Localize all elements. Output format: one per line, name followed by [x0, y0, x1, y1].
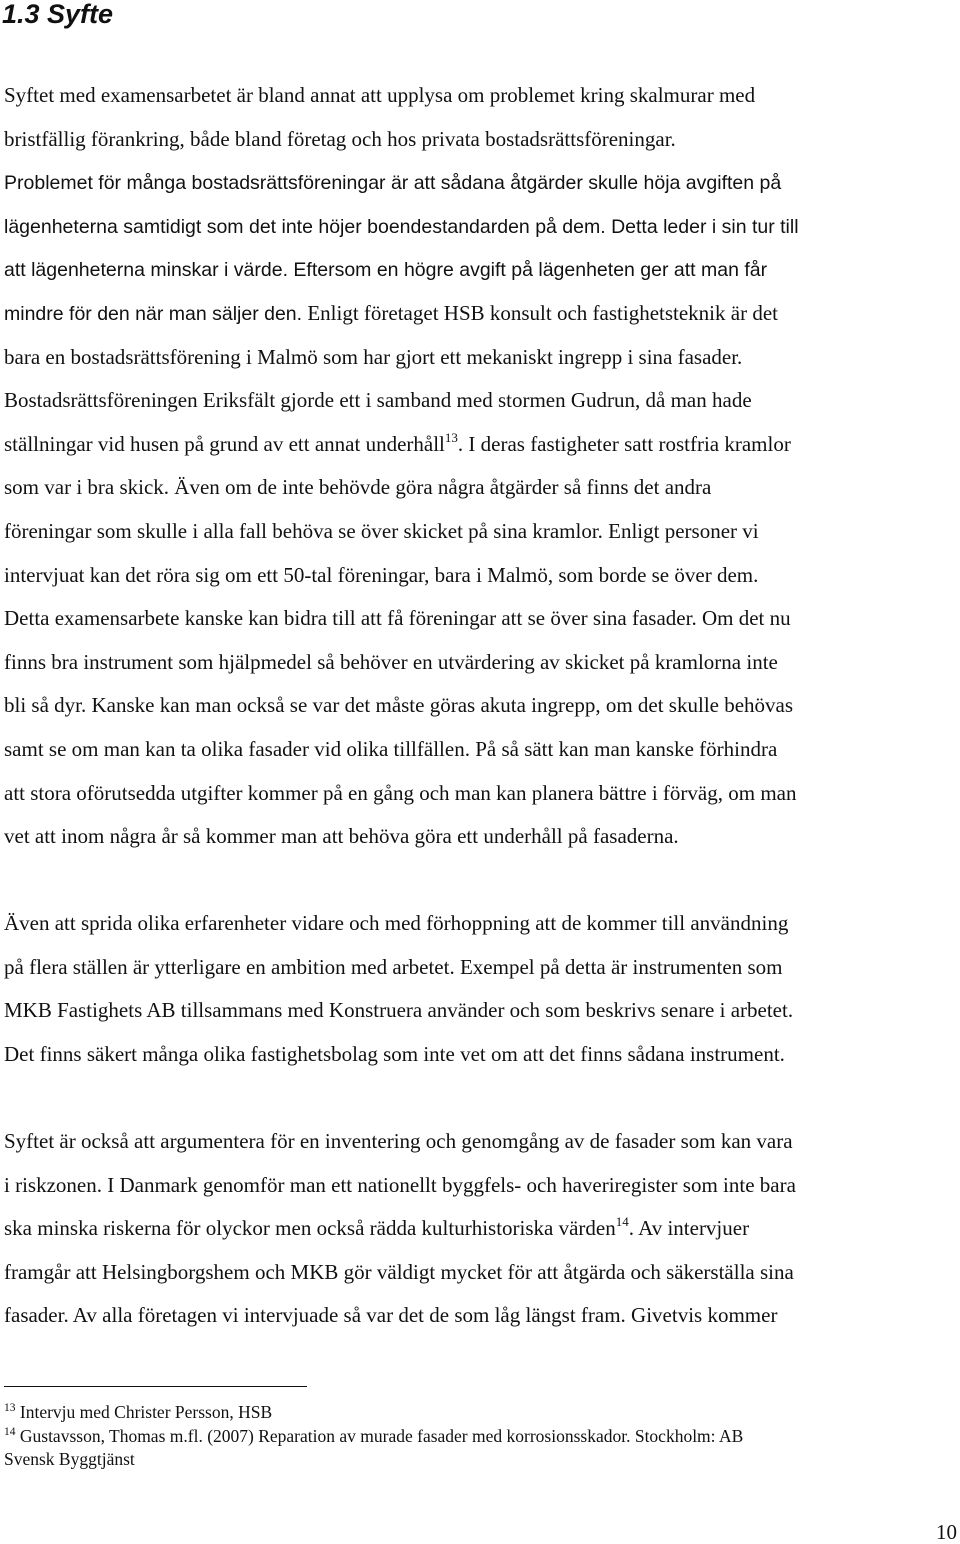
- text-line: [4, 902, 960, 946]
- text-line: [4, 161, 960, 205]
- text-run: Problemet för många bostadsrättsföreningar är att sådana åtgärder skulle höja avgiften på: [4, 172, 782, 195]
- text-run: fasader. Av alla företagen vi intervjuade så var det de som låg längst fram. Givetvis kommer: [4, 1303, 778, 1328]
- text-line: [4, 554, 960, 598]
- text-line: [4, 1294, 960, 1338]
- text-run: samt se om man kan ta olika fasader vid olika tillfällen. På så sätt kan man kanske förhindra: [4, 736, 778, 761]
- footnote-reference: 13: [444, 429, 458, 445]
- text-run: finns bra instrument som hjälpmedel så behöver en utvärdering av skicket på kramlorna inte: [4, 649, 778, 674]
- footnote-reference: 14: [4, 1425, 16, 1438]
- text-run: som var i bra skick. Även om de inte behövde göra några åtgärder så finns det andra: [4, 475, 712, 500]
- text-run: vet att inom några år så kommer man att behöva göra ett underhåll på fasaderna.: [4, 824, 679, 849]
- footnote-reference: 13: [4, 1402, 16, 1414]
- footnote-reference: 14: [615, 1214, 629, 1230]
- text-run: . I deras fastigheter satt rostfria kramlor: [457, 431, 791, 456]
- text-line: [4, 118, 960, 162]
- footnotes: [4, 1401, 960, 1472]
- text-run: mindre för den när man säljer den.: [4, 302, 303, 325]
- footnote-line: [4, 1401, 960, 1425]
- text-run: lägenheterna samtidigt som det inte höjer boendestandarden på dem. Detta leder i sin tur till: [4, 215, 799, 238]
- text-line: [4, 1207, 960, 1251]
- text-line: [4, 248, 960, 292]
- text-line: [4, 1251, 960, 1295]
- text-line: [4, 772, 960, 816]
- text-line: [4, 641, 960, 685]
- text-run: Enligt företaget HSB konsult och fastighetsteknik är det: [302, 300, 778, 325]
- footnote-line: [4, 1425, 960, 1449]
- text-line: [4, 336, 960, 380]
- text-line: [4, 815, 960, 859]
- text-run: ställningar vid husen på grund av ett annat underhåll: [4, 431, 445, 456]
- text-line: [4, 1164, 960, 1208]
- footnote-line: [4, 1448, 960, 1472]
- text-run: att stora oförutsedda utgifter kommer på en gång och man kan planera bättre i förväg, om man: [4, 780, 797, 805]
- text-run: föreningar som skulle i alla fall behöva se över skicket på sina kramlor. Enligt personer vi: [4, 518, 759, 543]
- footnote-separator: [4, 1386, 307, 1387]
- text-run: Svensk Byggtjänst: [4, 1449, 135, 1469]
- text-line: [4, 74, 960, 118]
- text-line: [4, 466, 960, 510]
- text-run: bli så dyr. Kanske kan man också se var det måste göras akuta ingrepp, om det skulle behövas: [4, 693, 794, 718]
- text-line: [4, 946, 960, 990]
- text-run: Gustavsson, Thomas m.fl. (2007) Reparation av murade fasader med korrosionsskador. Stockholm: AB: [15, 1425, 744, 1446]
- text-line: [4, 423, 960, 467]
- text-run: bristfällig förankring, både bland företag och hos privata bostadsrättsföreningar.: [4, 126, 676, 151]
- text-run: i riskzonen. I Danmark genomför man ett nationellt byggfels- och haveriregister som inte bara: [4, 1172, 796, 1197]
- text-line: [4, 1033, 960, 1077]
- text-line: [4, 597, 960, 641]
- text-run: att lägenheterna minskar i värde. Eftersom en högre avgift på lägenheten ger att man får: [4, 259, 768, 282]
- text-run: på flera ställen är ytterligare en ambition med arbetet. Exempel på detta är instrumenten som: [4, 954, 783, 979]
- text-line: [4, 728, 960, 772]
- text-run: Detta examensarbete kanske kan bidra till att få föreningar att se över sina fasader. Om det nu: [4, 606, 791, 631]
- text-run: Det finns säkert många olika fastighetsbolag som inte vet om att det finns sådana instrument.: [4, 1041, 785, 1066]
- text-run: Även att sprida olika erfarenheter vidare och med förhoppning att de kommer till användning: [4, 911, 789, 935]
- text-run: Syftet med examensarbetet är bland annat att upplysa om problemet kring skalmurar med: [4, 83, 756, 107]
- text-run: framgår att Helsingborgshem och MKB gör väldigt mycket för att åtgärda och säkerställa sina: [4, 1259, 794, 1284]
- text-line: [4, 989, 960, 1033]
- text-run: bara en bostadsrättsförening i Malmö som har gjort ett mekaniskt ingrepp i sina fasader.: [4, 344, 743, 369]
- text-run: intervjuat kan det röra sig om ett 50-tal föreningar, bara i Malmö, som borde se över dem.: [4, 562, 759, 587]
- text-line: [4, 684, 960, 728]
- paragraph-purpose: [4, 74, 960, 859]
- text-run: ska minska riskerna för olyckor men också rädda kulturhistoriska värden: [4, 1216, 616, 1241]
- text-run: Syftet är också att argumentera för en inventering och genomgång av de fasader som kan vara: [4, 1129, 793, 1153]
- paragraph-ambition: [4, 902, 960, 1076]
- text-line: [4, 205, 960, 249]
- text-run: MKB Fastighets AB tillsammans med Konstruera använder och som beskrivs senare i arbetet.: [4, 998, 794, 1023]
- page-number: 10: [936, 1520, 957, 1544]
- section-heading: 1.3 Syfte: [2, 0, 114, 29]
- text-run: Bostadsrättsföreningen Eriksfält gjorde ett i samband med stormen Gudrun, då man hade: [4, 388, 752, 413]
- text-line: [4, 292, 960, 336]
- text-line: [4, 1120, 960, 1164]
- text-line: [4, 379, 960, 423]
- text-run: . Av intervjuer: [628, 1216, 750, 1241]
- text-run: Intervju med Christer Persson, HSB: [15, 1402, 273, 1422]
- text-line: [4, 510, 960, 554]
- paragraph-argument: [4, 1120, 960, 1338]
